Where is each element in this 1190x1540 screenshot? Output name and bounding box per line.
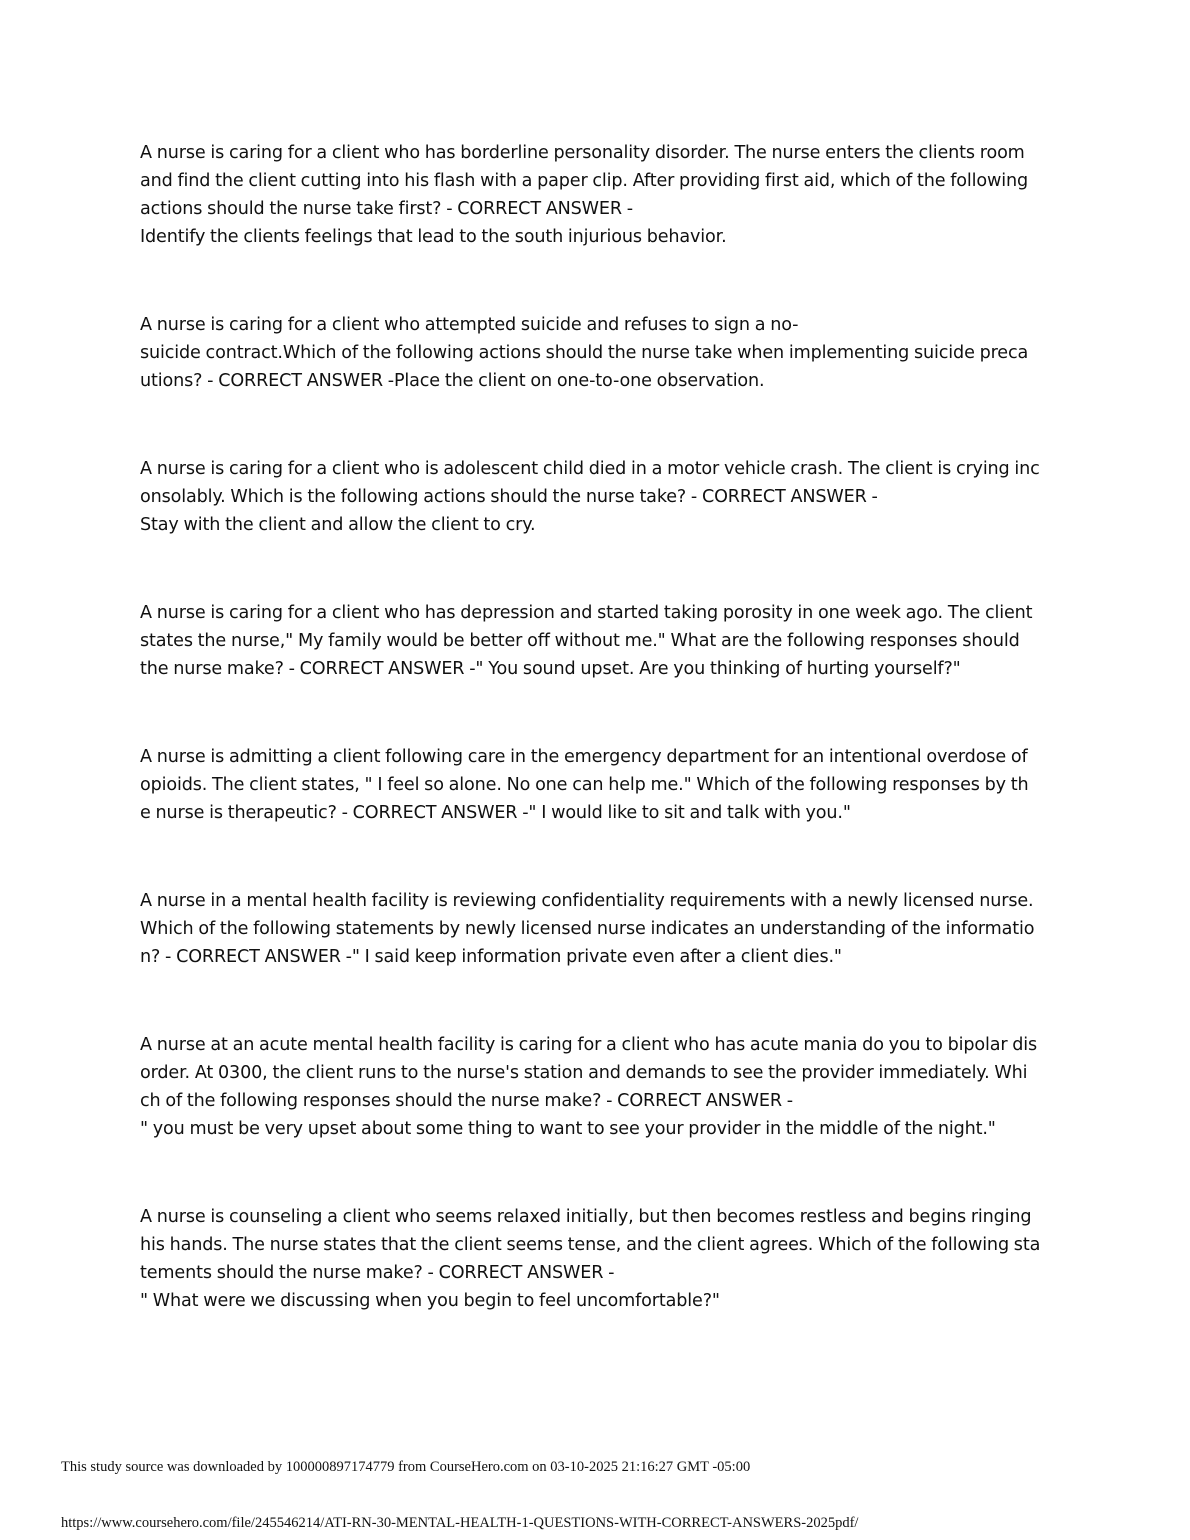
question-text-line: A nurse at an acute mental health facility is caring for a client who has acute mania do you to bipolar dis bbox=[140, 1035, 1038, 1055]
answer-text-line: utions? - CORRECT ANSWER -Place the client on one-to-one observation. bbox=[140, 371, 765, 391]
question-text-line: tements should the nurse make? - CORRECT ANSWER - bbox=[140, 1263, 615, 1283]
question-answer-5 bbox=[140, 743, 1055, 827]
question-text-line: actions should the nurse take first? - CORRECT ANSWER - bbox=[140, 199, 634, 219]
question-text-line: A nurse is caring for a client who is adolescent child died in a motor vehicle crash. The client is crying inc bbox=[140, 459, 1040, 479]
answer-text-line: the nurse make? - CORRECT ANSWER -" You sound upset. Are you thinking of hurting yourself?" bbox=[140, 659, 961, 679]
question-answer-3 bbox=[140, 455, 1055, 539]
question-text-line: A nurse is caring for a client who has borderline personality disorder. The nurse enters the clients room bbox=[140, 143, 1025, 163]
question-text-line: order. At 0300, the client runs to the nurse's station and demands to see the provider immediately. Whi bbox=[140, 1063, 1028, 1083]
answer-text-line: " What were we discussing when you begin to feel uncomfortable?" bbox=[140, 1291, 720, 1311]
source-url[interactable]: https://www.coursehero.com/file/245546214/ATI-RN-30-MENTAL-HEALTH-1-QUESTIONS-WITH-CORRECT-ANSWERS-2025pdf/ bbox=[61, 1515, 859, 1531]
question-text-line: onsolably. Which is the following actions should the nurse take? - CORRECT ANSWER - bbox=[140, 487, 878, 507]
answer-text-line: Stay with the client and allow the client to cry. bbox=[140, 515, 536, 535]
question-text-line: A nurse in a mental health facility is reviewing confidentiality requirements with a newly licensed nurse. bbox=[140, 891, 1034, 911]
question-answer-4 bbox=[140, 599, 1055, 683]
question-text-line: A nurse is counseling a client who seems relaxed initially, but then becomes restless and begins ringing bbox=[140, 1207, 1032, 1227]
question-text-line: suicide contract.Which of the following actions should the nurse take when implementing suicide preca bbox=[140, 343, 1029, 363]
question-list bbox=[140, 139, 1055, 1375]
question-answer-1 bbox=[140, 139, 1055, 251]
question-text-line: ch of the following responses should the nurse make? - CORRECT ANSWER - bbox=[140, 1091, 793, 1111]
question-text-line: states the nurse," My family would be better off without me." What are the following responses should bbox=[140, 631, 1020, 651]
answer-text-line: Identify the clients feelings that lead to the south injurious behavior. bbox=[140, 227, 727, 247]
question-text-line: opioids. The client states, " I feel so alone. No one can help me." Which of the following responses by th bbox=[140, 775, 1029, 795]
question-text-line: A nurse is caring for a client who attempted suicide and refuses to sign a no- bbox=[140, 315, 799, 335]
question-answer-8 bbox=[140, 1203, 1055, 1315]
question-answer-2 bbox=[140, 311, 1055, 395]
answer-text-line: n? - CORRECT ANSWER -" I said keep information private even after a client dies." bbox=[140, 947, 842, 967]
answer-text-line: " you must be very upset about some thing to want to see your provider in the middle of the night." bbox=[140, 1119, 996, 1139]
download-source-notice: This study source was downloaded by 100000897174779 from CourseHero.com on 03-10-2025 21:16:27 GMT -05:00 bbox=[61, 1459, 751, 1475]
question-text-line: A nurse is admitting a client following care in the emergency department for an intentional overdose of bbox=[140, 747, 1028, 767]
question-answer-6 bbox=[140, 887, 1055, 971]
question-text-line: Which of the following statements by newly licensed nurse indicates an understanding of the informatio bbox=[140, 919, 1035, 939]
question-text-line: A nurse is caring for a client who has depression and started taking porosity in one week ago. The client bbox=[140, 603, 1033, 623]
answer-text-line: e nurse is therapeutic? - CORRECT ANSWER -" I would like to sit and talk with you." bbox=[140, 803, 851, 823]
question-text-line: his hands. The nurse states that the client seems tense, and the client agrees. Which of the following sta bbox=[140, 1235, 1041, 1255]
question-answer-7 bbox=[140, 1031, 1055, 1143]
question-text-line: and find the client cutting into his flash with a paper clip. After providing first aid, which of the following bbox=[140, 171, 1029, 191]
